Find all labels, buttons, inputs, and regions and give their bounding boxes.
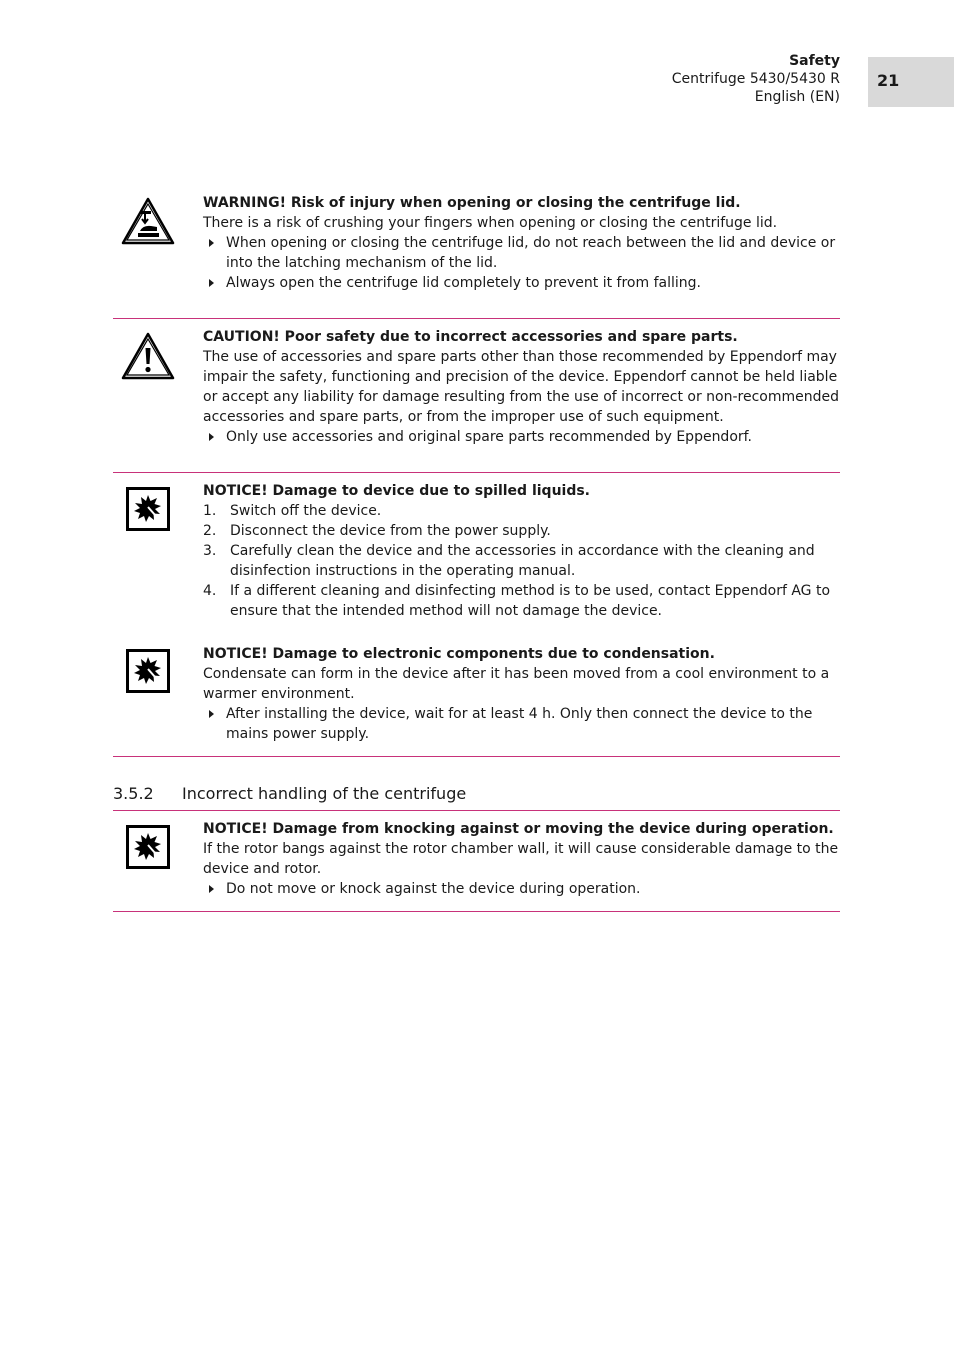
header-product: Centrifuge 5430/5430 R (671, 71, 840, 87)
section-divider (113, 911, 840, 912)
page-number-tab (868, 57, 954, 107)
header-section: Safety (789, 53, 840, 69)
property-damage-notice-icon (126, 649, 170, 693)
running-header (672, 52, 840, 106)
bullet-item: When opening or closing the centrifuge lid, do not reach between the lid and device or into the latching mechanism of the lid. (203, 233, 843, 273)
general-warning-icon (121, 331, 175, 381)
bullet-arrow-icon (209, 239, 214, 247)
list-item: 1. Switch off the device. (203, 503, 382, 519)
crush-hazard-warning-icon (121, 196, 175, 246)
caution-accessories-block (203, 327, 843, 447)
list-item: 2. Disconnect the device from the power supply. (203, 523, 551, 539)
section-heading (113, 784, 466, 804)
warning-text: There is a risk of crushing your fingers when opening or closing the centrifuge lid. (203, 215, 778, 231)
bullet-arrow-icon (209, 279, 214, 287)
header-language: English (EN) (754, 89, 840, 105)
property-damage-notice-icon (126, 487, 170, 531)
bullet-item: Always open the centrifuge lid completely to prevent it from falling. (203, 273, 843, 293)
warning-crush-block (203, 193, 843, 293)
caution-text: The use of accessories and spare parts other than those recommended by Eppendorf may impair the safety, functioning and precision of the device. Eppendorf cannot be held liable or accept any liability for damage resulting from the use of incorrect or non-recommended accessories and spare parts, or from the improper use of such equipment. (203, 349, 840, 425)
warning-title: WARNING! Risk of injury when opening or closing the centrifuge lid. (203, 195, 741, 211)
notice-knocking-block (203, 819, 843, 899)
section-title: Incorrect handling of the centrifuge (182, 784, 467, 803)
notice-condensation-title: NOTICE! Damage to electronic components due to condensation. (203, 646, 715, 662)
notice-liquids-block (203, 481, 843, 621)
section-divider (113, 810, 840, 811)
section-divider (113, 472, 840, 473)
notice-condensation-text: Condensate can form in the device after it has been moved from a cool environment to a warmer environment. (203, 666, 830, 702)
notice-liquids-title: NOTICE! Damage to device due to spilled liquids. (203, 483, 591, 499)
section-number: 3.5.2 (113, 784, 154, 803)
section-divider (113, 318, 840, 319)
notice-condensation-block (203, 644, 843, 744)
caution-title: CAUTION! Poor safety due to incorrect accessories and spare parts. (203, 329, 738, 345)
notice-knocking-text: If the rotor bangs against the rotor chamber wall, it will cause considerable damage to the device and rotor. (203, 841, 839, 877)
list-item: 3. Carefully clean the device and the accessories in accordance with the cleaning and disinfection instructions in the operating manual. (203, 543, 815, 579)
section-divider (113, 756, 840, 757)
bullet-item: After installing the device, wait for at least 4 h. Only then connect the device to the mains power supply. (203, 704, 843, 744)
list-item: 4. If a different cleaning and disinfecting method is to be used, contact Eppendorf AG to ensure that the intended method will not damage the device. (203, 583, 831, 619)
bullet-arrow-icon (209, 885, 214, 893)
notice-knocking-title: NOTICE! Damage from knocking against or moving the device during operation. (203, 821, 834, 837)
bullet-arrow-icon (209, 433, 214, 441)
bullet-item: Only use accessories and original spare parts recommended by Eppendorf. (203, 427, 843, 447)
page-number: 21 (877, 71, 900, 90)
bullet-item: Do not move or knock against the device during operation. (203, 879, 843, 899)
bullet-arrow-icon (209, 710, 214, 718)
property-damage-notice-icon (126, 825, 170, 869)
